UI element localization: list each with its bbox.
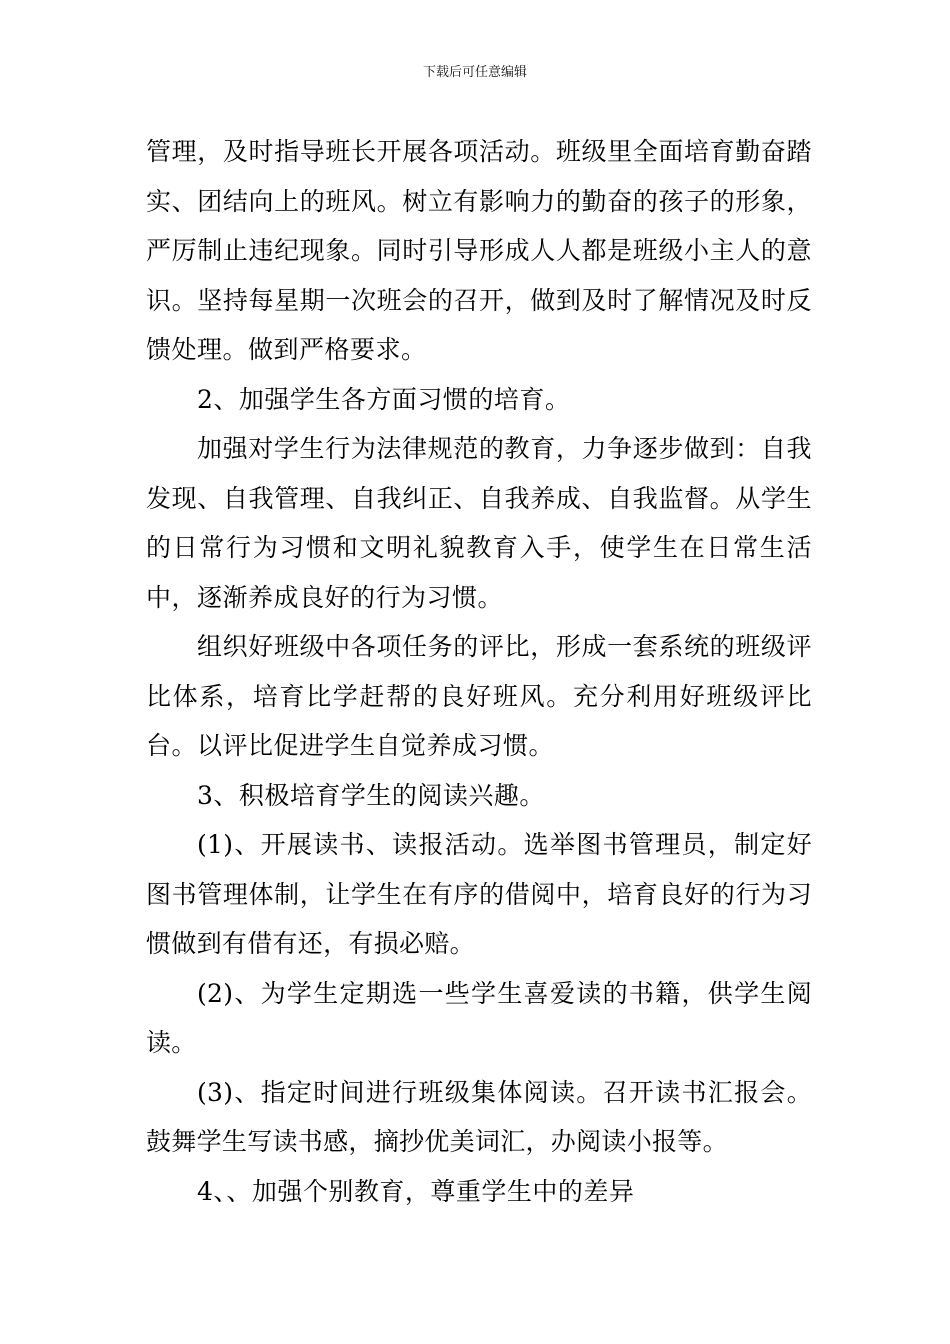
list-item-group-reading: (3)、指定时间进行班级集体阅读。召开读书汇报会。鼓舞学生写读书感，摘抄优美词汇，办阅读小报等。 xyxy=(146,1077,812,1156)
list-item-reading-activities: (1)、开展读书、读报活动。选举图书管理员，制定好图书管理体制，让学生在有序的借阅中，培育良好的行为习惯做到有借有还，有损必赔。 xyxy=(146,830,812,958)
section-heading-individual-education: 4、、加强个别教育，尊重学生中的差异 xyxy=(197,1176,635,1206)
section-heading-habits: 2、加强学生各方面习惯的培育。 xyxy=(197,384,571,414)
document-body xyxy=(146,127,812,1216)
list-item-book-selection: (2)、为学生定期选一些学生喜爱读的书籍，供学生阅读。 xyxy=(146,978,812,1057)
paragraph-behavior-norms: 加强对学生行为法律规范的教育，力争逐步做到：自我发现、自我管理、自我纠正、自我养成、自我监督。从学生的日常行为习惯和文明礼貌教育入手，使学生在日常生活中，逐渐养成良好的行为习惯。 xyxy=(146,434,812,612)
paragraph-class-management: 管理，及时指导班长开展各项活动。班级里全面培育勤奋踏实、团结向上的班风。树立有影响力的勤奋的孩子的形象，严厉制止违纪现象。同时引导形成人人都是班级小主人的意识。坚持每星期一次班会的召开，做到及时了解情况及时反馈处理。做到严格要求。 xyxy=(146,137,812,364)
section-heading-reading: 3、积极培育学生的阅读兴趣。 xyxy=(197,780,545,810)
page-header-note: 下载后可任意编辑 xyxy=(422,65,527,80)
paragraph-class-evaluation: 组织好班级中各项任务的评比，形成一套系统的班级评比体系，培育比学赶帮的良好班风。充分利用好班级评比台。以评比促进学生自觉养成习惯。 xyxy=(146,632,812,760)
